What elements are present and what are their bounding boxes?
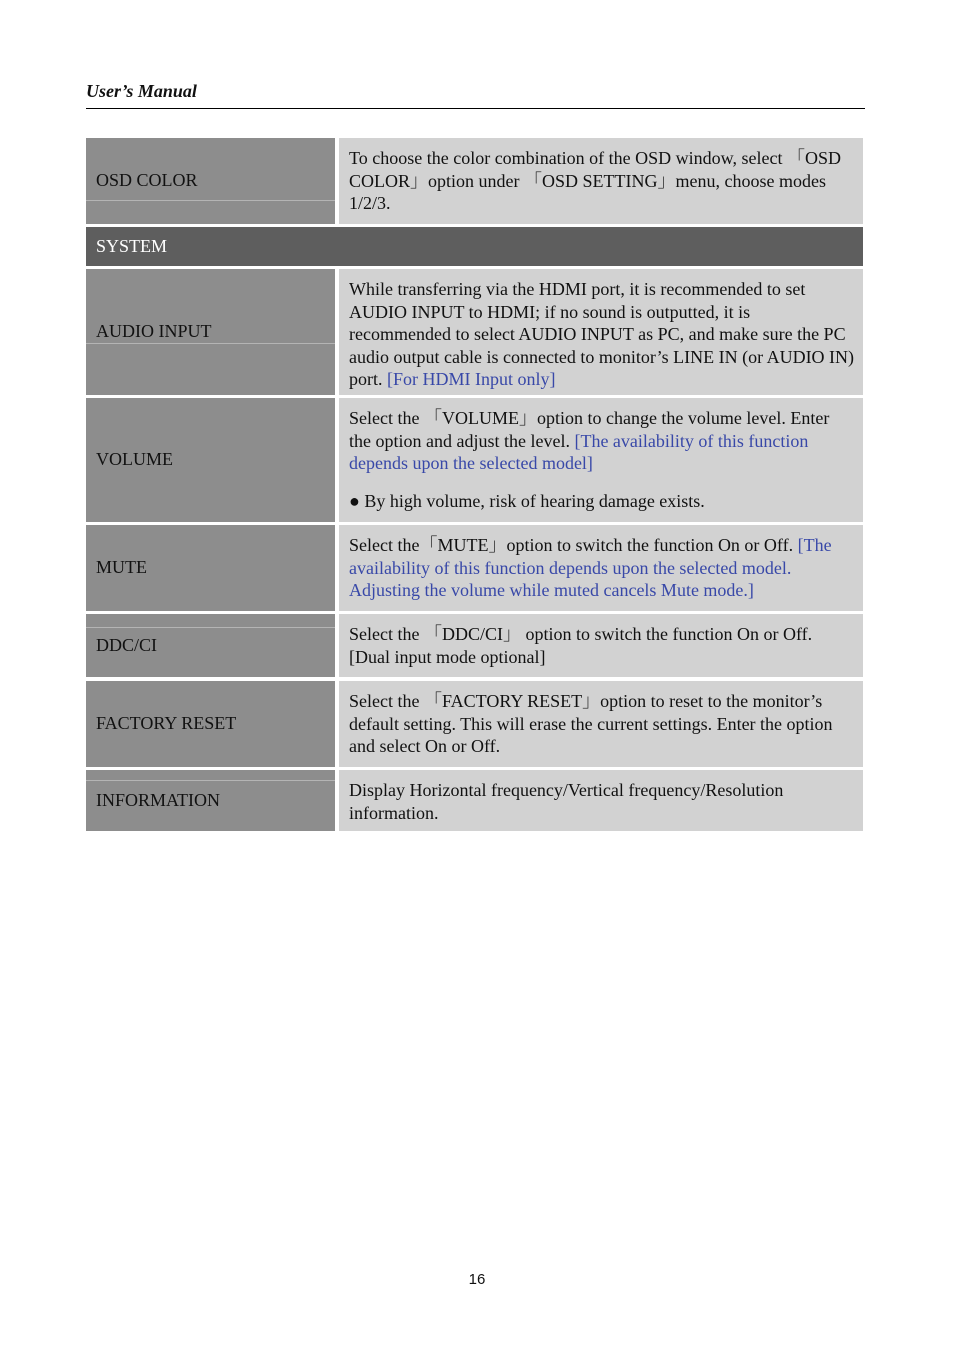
volume-text: Select the 「VOLUME」option to change the volume level. Enter the option and adjust the level. xyxy=(349,408,830,451)
mute-text: Select the「MUTE」option to switch the function On or Off. xyxy=(349,535,794,555)
row-label-mute: MUTE xyxy=(96,557,147,577)
table-row-volume xyxy=(86,398,863,522)
mute-note: [The availability of this function depends upon the selected model. Adjusting the volume while muted cancels Mute mode.] xyxy=(349,535,832,600)
cell-divider xyxy=(86,200,335,201)
row-description-cell xyxy=(339,681,863,767)
row-label-audio-input: AUDIO INPUT xyxy=(96,321,212,341)
table-row-audio-input xyxy=(86,269,863,395)
audio-input-text: While transferring via the HDMI port, it is recommended to set AUDIO INPUT to HDMI; if no sound is outputted, it is recommended to select AUDIO INPUT as PC, and make sure the PC audio output cable is connected to monitor’s LINE IN (or AUDIO IN) port. xyxy=(349,279,855,389)
volume-description xyxy=(349,407,855,475)
header-divider xyxy=(86,108,865,109)
factory-reset-description: Select the 「FACTORY RESET」option to reset to the monitor’s default setting. This will erase the current settings. Enter the option and select On or Off. xyxy=(349,691,833,756)
cell-divider xyxy=(86,780,335,781)
row-description-cell xyxy=(339,269,863,395)
section-label-system: SYSTEM xyxy=(96,236,168,256)
row-description-cell xyxy=(339,770,863,831)
cell-divider xyxy=(86,627,335,628)
audio-input-description xyxy=(349,278,855,391)
information-description: Display Horizontal frequency/Vertical frequency/Resolution information. xyxy=(349,780,784,823)
page-number: 16 xyxy=(468,1271,486,1288)
row-label-cell xyxy=(86,681,335,767)
section-header-system xyxy=(86,227,863,266)
table-row-factory-reset xyxy=(86,681,863,767)
row-label-factory-reset: FACTORY RESET xyxy=(96,713,237,733)
ddc-ci-description: Select the 「DDC/CI」 option to switch the function On or Off. [Dual input mode optional] xyxy=(349,624,813,667)
row-label-cell xyxy=(86,398,335,522)
row-description-cell xyxy=(339,138,863,224)
row-label-volume: VOLUME xyxy=(96,449,173,469)
row-label-ddc-ci: DDC/CI xyxy=(96,635,158,655)
row-label-cell xyxy=(86,614,335,677)
volume-warning: ● By high volume, risk of hearing damage exists. xyxy=(349,490,705,511)
osd-color-description: To choose the color combination of the OSD window, select 「OSD COLOR」option under 「OSD SETTING」menu, choose modes 1/2/3. xyxy=(349,148,841,213)
row-description-cell xyxy=(339,614,863,677)
table-row-mute xyxy=(86,525,863,611)
table-row-ddc-ci xyxy=(86,614,863,677)
row-label-cell xyxy=(86,770,335,831)
volume-note: [The availability of this function depends upon the selected model] xyxy=(349,430,809,473)
audio-input-note: [For HDMI Input only] xyxy=(387,369,556,389)
row-label-cell xyxy=(86,138,335,224)
mute-description xyxy=(349,534,855,602)
row-label-cell xyxy=(86,269,335,395)
row-description-cell xyxy=(339,525,863,611)
row-description-cell xyxy=(339,398,863,522)
row-label-information: INFORMATION xyxy=(96,790,221,810)
row-label-osd-color: OSD COLOR xyxy=(96,170,198,190)
row-label-cell xyxy=(86,525,335,611)
table-row-osd-color xyxy=(86,138,863,224)
document-header-title: User’s Manual xyxy=(86,81,197,101)
cell-divider xyxy=(86,343,335,344)
table-row-information xyxy=(86,770,863,831)
